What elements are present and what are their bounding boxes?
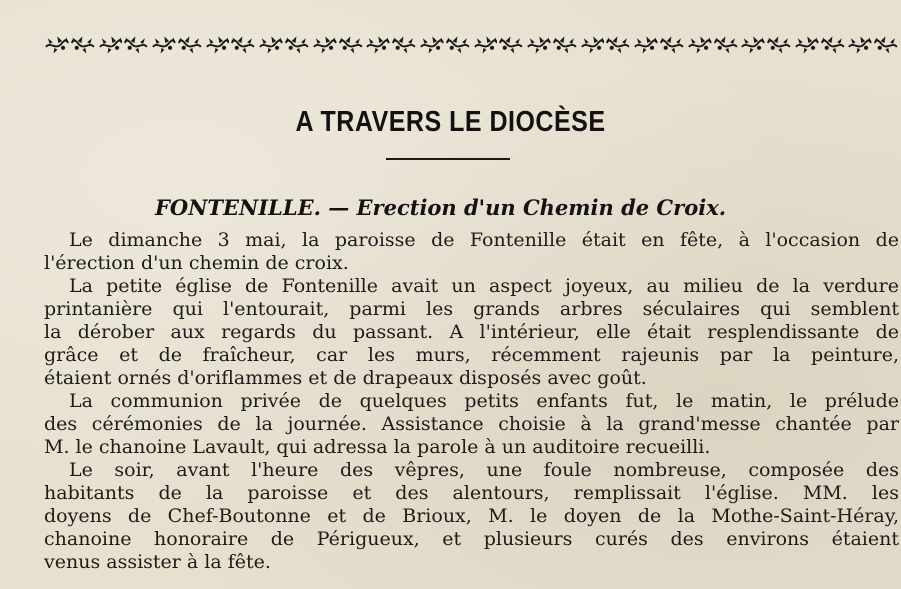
body-line: habitants de la paroisse et des alentours, remplissait l'église. MM. les bbox=[44, 482, 899, 504]
body-line: venus assister à la fête. bbox=[44, 551, 271, 573]
floral-vignette-icon bbox=[178, 31, 203, 57]
body-line: printanière qui l'entourait, parmi les grands arbres séculaires qui semblent bbox=[44, 298, 899, 320]
body-line: M. le chanoine Lavault, qui adressa la parole à un auditoire recueilli. bbox=[44, 436, 711, 458]
article-subheading: FONTENILLE. — Erection d'un Chemin de Croix. bbox=[155, 195, 727, 220]
body-line: La petite église de Fontenille avait un aspect joyeux, au milieu de la verdure bbox=[69, 275, 899, 297]
floral-vignette-icon bbox=[446, 31, 471, 57]
floral-vignette-icon bbox=[794, 31, 819, 57]
floral-vignette-icon bbox=[71, 31, 96, 57]
floral-vignette-icon bbox=[740, 31, 765, 57]
body-line: Le soir, avant l'heure des vêpres, une foule nombreuse, composée des bbox=[69, 459, 899, 481]
body-line: Le dimanche 3 mai, la paroisse de Fontenille était en fête, à l'occasion de bbox=[69, 229, 899, 251]
body-line: des cérémonies de la journée. Assistance choisie à la grand'messe chantée par bbox=[44, 413, 899, 435]
floral-vignette-icon bbox=[606, 31, 631, 57]
body-line: La communion privée de quelques petits enfants fut, le matin, le prélude bbox=[69, 390, 899, 412]
article-body bbox=[44, 229, 899, 574]
floral-vignette-icon bbox=[714, 31, 739, 57]
floral-vignette-icon bbox=[821, 31, 846, 57]
body-line: grâce et de fraîcheur, car les murs, récemment rajeunis par la peinture, bbox=[44, 344, 899, 366]
floral-vignette-icon bbox=[231, 31, 256, 57]
floral-vignette-icon bbox=[285, 31, 310, 57]
body-line: étaient ornés d'oriflammes et de drapeaux disposés avec goût. bbox=[44, 367, 647, 389]
floral-vignette-icon bbox=[660, 31, 685, 57]
floral-vignette-icon bbox=[392, 31, 417, 57]
floral-vignette-icon bbox=[687, 31, 712, 57]
floral-vignette-icon bbox=[553, 31, 578, 57]
floral-vignette-icon bbox=[526, 31, 551, 57]
floral-vignette-icon bbox=[633, 31, 658, 57]
floral-vignette-icon bbox=[473, 31, 498, 57]
floral-vignette-icon bbox=[205, 31, 230, 57]
floral-vignette-icon bbox=[151, 31, 176, 57]
floral-vignette-icon bbox=[580, 31, 605, 57]
floral-vignette-icon bbox=[124, 31, 149, 57]
floral-vignette-icon bbox=[874, 31, 899, 57]
floral-vignette-icon bbox=[847, 31, 872, 57]
floral-vignette-icon bbox=[339, 31, 364, 57]
floral-vignette-icon bbox=[365, 31, 390, 57]
body-line: chanoine honoraire de Périgueux, et plusieurs curés des environs étaient bbox=[44, 528, 899, 550]
floral-vignette-icon bbox=[767, 31, 792, 57]
ornamental-border bbox=[44, 28, 899, 60]
floral-vignette-icon bbox=[499, 31, 524, 57]
body-line: l'érection d'un chemin de croix. bbox=[44, 252, 349, 274]
heading-rule bbox=[386, 158, 510, 160]
floral-vignette-icon bbox=[44, 31, 69, 57]
floral-vignette-icon bbox=[98, 31, 123, 57]
body-line: la dérober aux regards du passant. A l'intérieur, elle était resplendissante de bbox=[44, 321, 899, 343]
section-heading: A TRAVERS LE DIOCÈSE bbox=[295, 105, 606, 139]
floral-vignette-icon bbox=[419, 31, 444, 57]
floral-vignette-icon bbox=[312, 31, 337, 57]
floral-vignette-icon bbox=[258, 31, 283, 57]
body-line: doyens de Chef-Boutonne et de Brioux, M. le doyen de la Mothe-Saint-Héray, bbox=[44, 505, 899, 527]
